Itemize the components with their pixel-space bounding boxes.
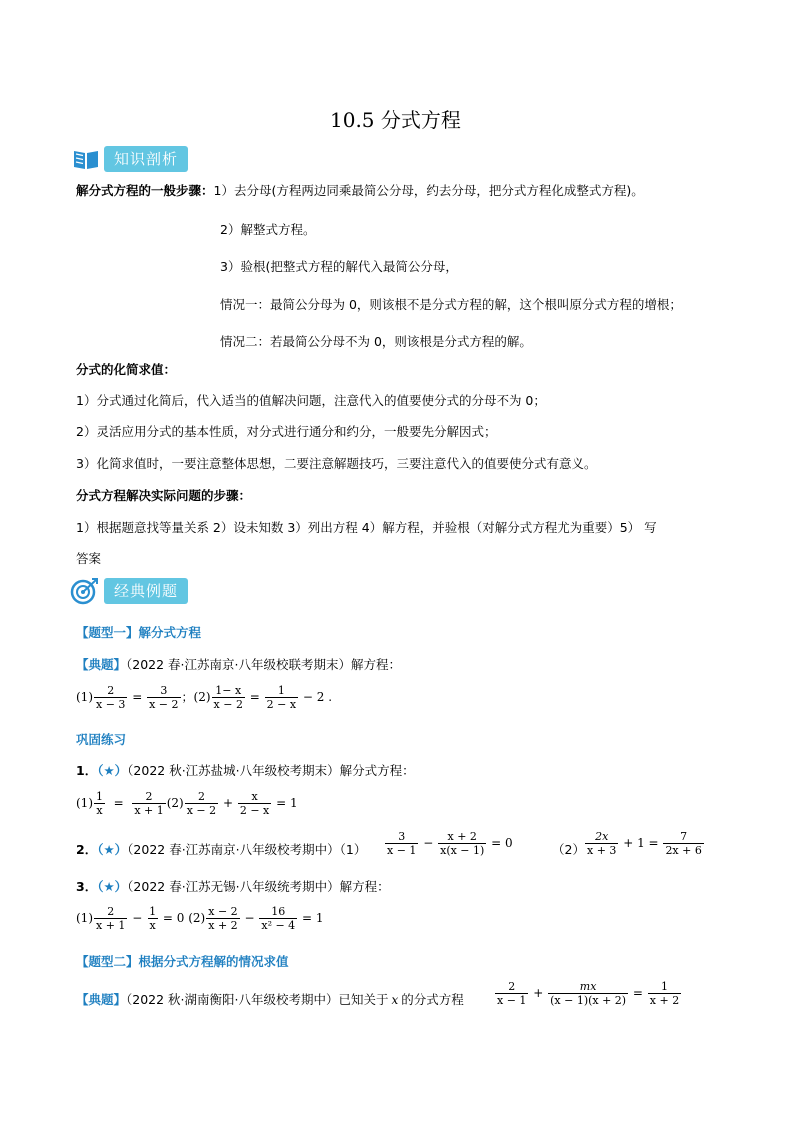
consolidate-heading: 巩固练习	[76, 732, 127, 747]
question-1	[76, 761, 415, 779]
steps-line-1	[76, 181, 644, 199]
q2-equation-2: $\frac{2x}{x + 3}$ + 1 = $\frac{7}{2x + 6}$	[587, 830, 702, 857]
target-icon	[70, 577, 100, 605]
steps-label: 解分式方程的一般步骤：	[76, 183, 214, 198]
case-2: 情况二：若最简公分母不为 0，则该根是分式方程的解。	[220, 334, 532, 349]
simplify-heading: 分式的化简求值：	[76, 362, 177, 377]
type1-heading: 【题型一】解分式方程	[76, 625, 202, 640]
type2-example-tag: 【典题】	[76, 992, 127, 1007]
type2-source-tail: 的分式方程	[401, 992, 464, 1007]
q3-star: （★）	[97, 879, 128, 894]
question-2	[76, 840, 366, 858]
example-tag: 【典题】	[76, 657, 127, 672]
simplify-p1: 1）分式通过化简后，代入适当的值解决问题，注意代入的值要使分式的分母不为 0；	[76, 393, 546, 408]
q3-source: （2022 春·江苏无锡·八年级统考期中）解方程：	[127, 879, 390, 894]
practical-line1: 1）根据题意找等量关系 2）设未知数 3）列出方程 4）解方程，并验根（对解分式方程尤为重要）5） 写	[76, 520, 657, 535]
q2-equation-1: $\frac{3}{x - 1}$ − $\frac{x + 2}{x(x - 1)}$ = 0	[387, 830, 513, 857]
q2-number: 2．	[76, 842, 98, 857]
type2-example	[76, 990, 464, 1008]
simplify-p3: 3）化简求值时，一要注意整体思想，二要注意解题技巧，三要注意代入的值要使分式有意义。	[76, 456, 597, 471]
step-2: 2）解整式方程。	[220, 222, 316, 237]
example-source: （2022 春·江苏南京·八年级校联考期末）解方程：	[126, 657, 401, 672]
example-equations: (1) $\frac{2}{x - 3}$ = $\frac{3}{x - 2}$ ；(2) $\frac{1- x}{x - 2}$ = $\frac{1}{2 - x}$ − 2 .	[76, 684, 333, 711]
step-3: 3）验根(把整式方程的解代入最简公分母，	[220, 259, 458, 274]
q2-star: （★）	[97, 842, 128, 857]
practical-heading: 分式方程解决实际问题的步骤：	[76, 488, 252, 503]
question-3	[76, 877, 390, 895]
type2-heading: 【题型二】根据分式方程解的情况求值	[76, 954, 289, 969]
q2-part2-label: （2）	[552, 842, 585, 857]
type2-equation: $\frac{2}{x - 1}$ + $\frac{mx}{(x - 1)(x + 2)}$ = $\frac{1}{x + 2}$	[497, 980, 680, 1007]
book-icon	[72, 147, 100, 171]
q1-source: （2022 秋·江苏盐城·八年级校考期末）解分式方程：	[127, 763, 415, 778]
practical-line2: 答案	[76, 551, 102, 566]
type1-example	[76, 655, 401, 673]
page-title: 10.5 分式方程	[330, 108, 461, 132]
section-knowledge-label: 知识剖析	[104, 146, 188, 172]
step-1: 1）去分母(方程两边同乘最简公分母，约去分母，把分式方程化成整式方程)。	[213, 183, 644, 198]
section-examples-header	[70, 578, 188, 604]
type2-var: x	[391, 993, 399, 1007]
q2-source: （2022 春·江苏南京·八年级校考期中）（1）	[127, 842, 367, 857]
q1-number: 1．	[76, 763, 98, 778]
q3-equations: (1) $\frac{2}{x + 1}$ − $\frac{1}{x}$ = 0 (2) $\frac{x - 2}{x + 2}$ − $\frac{16}{\text{x² − 4}}$ = 1	[76, 905, 324, 932]
simplify-p2: 2）灵活应用分式的基本性质，对分式进行通分和约分，一般要先分解因式；	[76, 424, 497, 439]
section-examples-label: 经典例题	[104, 578, 188, 604]
q1-equations: (1) $\frac{1}{x}$ = $\frac{2}{x + 1}$ (2) $\frac{2}{x - 2}$ + $\frac{x}{2 - x}$ = 1	[76, 790, 298, 817]
case-1: 情况一：最简公分母为 0，则该根不是分式方程的解，这个根叫原分式方程的增根；	[220, 297, 682, 312]
q3-number: 3．	[76, 879, 98, 894]
q1-star: （★）	[97, 763, 128, 778]
section-knowledge-header	[72, 146, 188, 172]
type2-example-source: （2022 秋·湖南衡阳·八年级校考期中）已知关于	[126, 992, 389, 1007]
